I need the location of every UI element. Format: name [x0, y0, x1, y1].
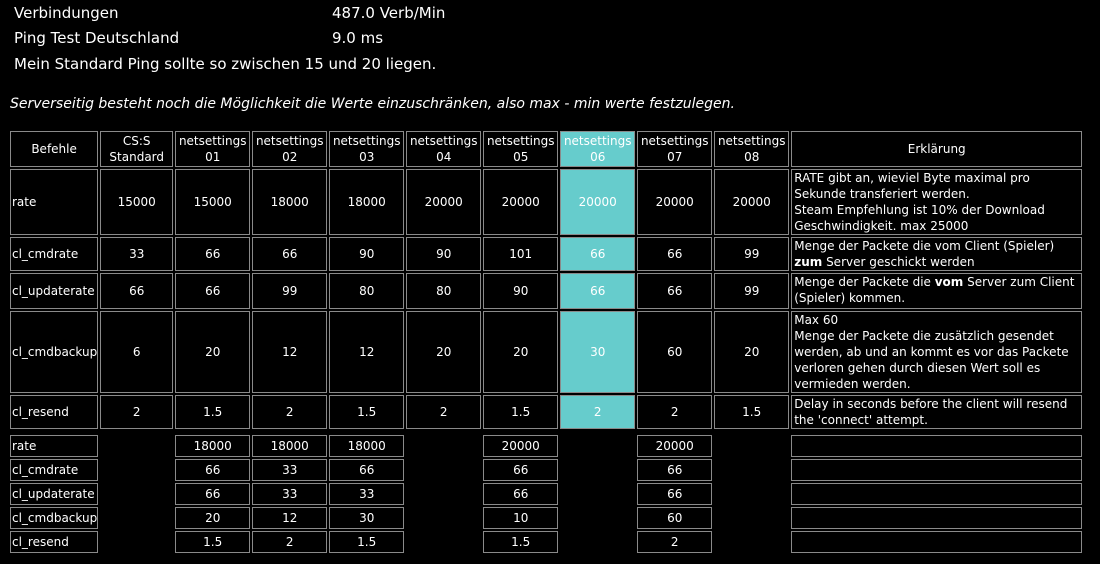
value-cell: 20000 — [406, 169, 481, 235]
value-cell: 33 — [329, 483, 404, 505]
value-cell: 1.5 — [483, 531, 558, 553]
value-cell: 66 — [252, 237, 327, 271]
header-cell: netsettings 01 — [175, 131, 250, 167]
value-cell: 99 — [252, 273, 327, 309]
value-cell: 33 — [100, 237, 173, 271]
empty-cell — [100, 435, 173, 457]
value-cell: 15000 — [175, 169, 250, 235]
empty-explanation-cell — [791, 459, 1082, 481]
command-name: cl_cmdbackup — [10, 311, 98, 393]
value-cell: 20 — [714, 311, 789, 393]
value-cell: 101 — [483, 237, 558, 271]
value-cell: 20000 — [637, 435, 712, 457]
explanation-line: Menge der Packete die zusätzlich gesendet werden, ab und an kommt es vor das Packete verloren gehen durch diesen Wert soll es vermieden werden. — [794, 329, 1069, 391]
header-cell: netsettings 08 — [714, 131, 789, 167]
value-cell: 20000 — [714, 169, 789, 235]
value-cell: 66 — [483, 483, 558, 505]
header-cell-explanation: Erklärung — [791, 131, 1082, 167]
empty-cell — [560, 435, 635, 457]
empty-explanation-cell — [791, 507, 1082, 529]
command-name: cl_resend — [10, 531, 98, 553]
explanation-cell — [791, 395, 1082, 429]
empty-cell — [100, 459, 173, 481]
connections-row — [14, 4, 446, 22]
command-name: cl_cmdrate — [10, 237, 98, 271]
value-cell: 20000 — [637, 169, 712, 235]
value-cell: 66 — [637, 273, 712, 309]
explanation-text: Server zum Client (Spieler) kommen. — [794, 275, 1075, 305]
value-cell: 60 — [637, 507, 712, 529]
table-row — [10, 483, 1082, 505]
table-row — [10, 531, 1082, 553]
value-cell: 99 — [714, 237, 789, 271]
empty-cell — [714, 459, 789, 481]
ping-value: 9.0 ms — [332, 29, 384, 47]
value-cell: 1.5 — [175, 531, 250, 553]
value-cell-highlighted: 20000 — [560, 169, 635, 235]
connections-label: Verbindungen — [14, 4, 119, 22]
explanation-line: RATE gibt an, wieviel Byte maximal pro Sekunde transferiert werden. — [794, 171, 1030, 201]
value-cell: 66 — [175, 273, 250, 309]
empty-cell — [406, 507, 481, 529]
explanation-bold: zum — [794, 255, 823, 269]
header-cell: netsettings 05 — [483, 131, 558, 167]
value-cell: 60 — [637, 311, 712, 393]
table-row — [10, 507, 1082, 529]
ping-note: Mein Standard Ping sollte so zwischen 15 und 20 liegen. — [14, 55, 437, 73]
value-cell: 12 — [252, 311, 327, 393]
table-row — [10, 459, 1082, 481]
value-cell: 2 — [252, 531, 327, 553]
value-cell: 2 — [637, 531, 712, 553]
empty-cell — [714, 435, 789, 457]
server-note: Serverseitig besteht noch die Möglichkeit die Werte einzuschränken, also max - min werte festzulegen. — [10, 96, 735, 112]
value-cell: 33 — [252, 483, 327, 505]
value-cell: 18000 — [329, 435, 404, 457]
value-cell: 2 — [637, 395, 712, 429]
value-cell: 1.5 — [483, 395, 558, 429]
explanation-cell — [791, 169, 1082, 235]
value-cell: 66 — [100, 273, 173, 309]
header-cell: Befehle — [10, 131, 98, 167]
value-cell: 66 — [175, 483, 250, 505]
empty-cell — [560, 507, 635, 529]
value-cell: 10 — [483, 507, 558, 529]
command-name: rate — [10, 169, 98, 235]
value-cell: 99 — [714, 273, 789, 309]
table-row — [10, 273, 1082, 309]
empty-cell — [560, 459, 635, 481]
table-row — [10, 395, 1082, 429]
value-cell: 18000 — [252, 435, 327, 457]
value-cell: 20 — [175, 311, 250, 393]
value-cell: 20000 — [483, 435, 558, 457]
value-cell: 66 — [329, 459, 404, 481]
header-cell: CS:S Standard — [100, 131, 173, 167]
value-cell: 66 — [637, 459, 712, 481]
value-cell: 2 — [100, 395, 173, 429]
value-cell: 18000 — [329, 169, 404, 235]
empty-cell — [406, 531, 481, 553]
table-row — [10, 169, 1082, 235]
value-cell: 15000 — [100, 169, 173, 235]
explanation-cell — [791, 237, 1082, 271]
explanation-line: Delay in seconds before the client will resend the 'connect' attempt. — [794, 397, 1068, 427]
empty-cell — [714, 483, 789, 505]
command-name: rate — [10, 435, 98, 457]
empty-cell — [406, 459, 481, 481]
restriction-table — [8, 433, 1084, 555]
value-cell: 20 — [406, 311, 481, 393]
value-cell: 80 — [406, 273, 481, 309]
value-cell-highlighted: 30 — [560, 311, 635, 393]
explanation-cell — [791, 273, 1082, 309]
empty-explanation-cell — [791, 483, 1082, 505]
value-cell: 20000 — [483, 169, 558, 235]
value-cell: 90 — [483, 273, 558, 309]
value-cell: 18000 — [252, 169, 327, 235]
header-cell: netsettings 07 — [637, 131, 712, 167]
value-cell: 1.5 — [714, 395, 789, 429]
value-cell: 1.5 — [329, 531, 404, 553]
value-cell: 66 — [175, 237, 250, 271]
empty-cell — [714, 507, 789, 529]
value-cell: 20 — [175, 507, 250, 529]
empty-cell — [406, 435, 481, 457]
header-cell: netsettings 02 — [252, 131, 327, 167]
value-cell: 1.5 — [175, 395, 250, 429]
value-cell: 6 — [100, 311, 173, 393]
value-cell: 66 — [175, 459, 250, 481]
explanation-bold: vom — [934, 275, 964, 289]
netsettings-table — [8, 129, 1084, 431]
value-cell: 90 — [329, 237, 404, 271]
command-name: cl_updaterate — [10, 273, 98, 309]
explanation-text: Server geschickt werden — [822, 255, 975, 269]
value-cell: 90 — [406, 237, 481, 271]
value-cell-highlighted: 66 — [560, 237, 635, 271]
value-cell: 1.5 — [329, 395, 404, 429]
value-cell: 66 — [483, 459, 558, 481]
table-row — [10, 311, 1082, 393]
ping-label: Ping Test Deutschland — [14, 29, 180, 47]
value-cell-highlighted: 66 — [560, 273, 635, 309]
value-cell-highlighted: 2 — [560, 395, 635, 429]
explanation-cell — [791, 311, 1082, 393]
table-header-row — [10, 131, 1082, 167]
value-cell: 2 — [406, 395, 481, 429]
value-cell: 12 — [329, 311, 404, 393]
value-cell: 66 — [637, 237, 712, 271]
table-row — [10, 435, 1082, 457]
command-name: cl_updaterate — [10, 483, 98, 505]
explanation-line: Steam Empfehlung ist 10% der Download Geschwindigkeit. max 25000 — [794, 203, 1045, 233]
empty-cell — [714, 531, 789, 553]
empty-cell — [560, 531, 635, 553]
value-cell: 30 — [329, 507, 404, 529]
empty-explanation-cell — [791, 531, 1082, 553]
value-cell: 66 — [637, 483, 712, 505]
ping-row — [14, 29, 384, 47]
empty-cell — [406, 483, 481, 505]
explanation-text: Menge der Packete die vom Client (Spieler) — [794, 239, 1055, 253]
header-cell-highlighted: netsettings 06 — [560, 131, 635, 167]
value-cell: 80 — [329, 273, 404, 309]
explanation-line: Max 60 — [794, 313, 839, 327]
connections-value: 487.0 Verb/Min — [332, 4, 446, 22]
empty-explanation-cell — [791, 435, 1082, 457]
value-cell: 20 — [483, 311, 558, 393]
command-name: cl_cmdrate — [10, 459, 98, 481]
table-row — [10, 237, 1082, 271]
empty-cell — [100, 531, 173, 553]
command-name: cl_resend — [10, 395, 98, 429]
value-cell: 33 — [252, 459, 327, 481]
empty-cell — [100, 483, 173, 505]
header-cell: netsettings 04 — [406, 131, 481, 167]
header-cell: netsettings 03 — [329, 131, 404, 167]
empty-cell — [100, 507, 173, 529]
explanation-text: Menge der Packete die — [794, 275, 935, 289]
value-cell: 18000 — [175, 435, 250, 457]
empty-cell — [560, 483, 635, 505]
command-name: cl_cmdbackup — [10, 507, 98, 529]
value-cell: 2 — [252, 395, 327, 429]
value-cell: 12 — [252, 507, 327, 529]
